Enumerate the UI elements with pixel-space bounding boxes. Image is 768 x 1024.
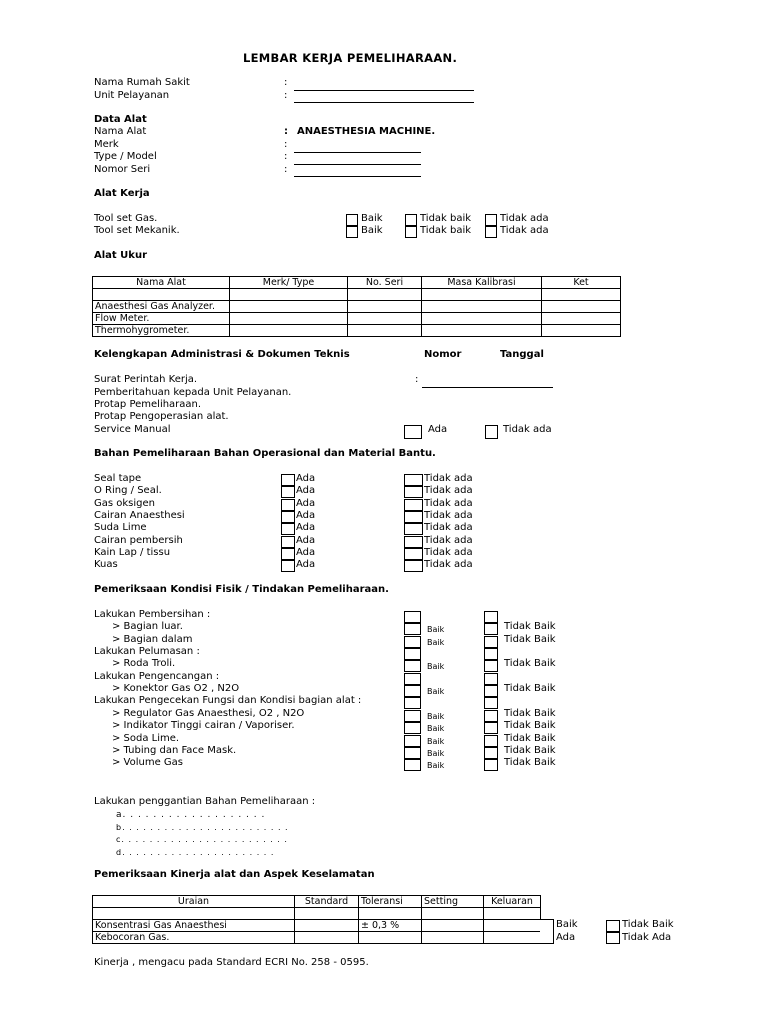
column-header: Nama Alat bbox=[93, 277, 230, 289]
kinerja-heading: Pemeriksaan Kinerja alat dan Aspek Keselamatan bbox=[94, 869, 375, 880]
checkbox-ada[interactable] bbox=[281, 523, 295, 535]
option-label: Tidak ada bbox=[500, 225, 549, 236]
checkbox-tidak-ada[interactable] bbox=[606, 932, 620, 944]
admin-item: Protap Pengoperasian alat. bbox=[94, 411, 229, 422]
fisik-line: Lakukan Pengecekan Fungsi dan Kondisi bagian alat : bbox=[94, 695, 362, 706]
table-row bbox=[93, 313, 621, 325]
merk-field[interactable] bbox=[294, 152, 421, 153]
penggantian-item: a. . . . . . . . . . . . . . . . . . . bbox=[116, 810, 266, 820]
checkbox-tidak-ada[interactable] bbox=[404, 486, 423, 498]
checkbox-tidak-ada[interactable] bbox=[404, 499, 423, 511]
fisik-heading: Pemeriksaan Kondisi Fisik / Tindakan Pemeliharaan. bbox=[94, 584, 389, 595]
admin-item: Surat Perintah Kerja. bbox=[94, 374, 198, 385]
option-label: Tidak Baik bbox=[504, 745, 556, 756]
option-label: Baik bbox=[556, 919, 578, 930]
option-label: Ada bbox=[556, 932, 576, 943]
colon: : bbox=[284, 77, 288, 88]
admin-item: Protap Pemeliharaan. bbox=[94, 399, 202, 410]
fisik-line: > Indikator Tinggi cairan / Vaporiser. bbox=[112, 720, 295, 731]
checkbox-tidak-baik[interactable] bbox=[484, 685, 498, 697]
hospital-field[interactable] bbox=[294, 90, 474, 91]
tool-label: Tool set Mekanik. bbox=[94, 225, 180, 236]
serial-field[interactable] bbox=[294, 176, 421, 177]
kinerja-footer: Kinerja , mengacu pada Standard ECRI No. 258 - 0595. bbox=[94, 957, 369, 968]
option-label: Tidak Baik bbox=[504, 621, 556, 632]
table-row bbox=[93, 932, 541, 944]
table-cell bbox=[359, 932, 422, 944]
checkbox-tidak-baik[interactable] bbox=[484, 623, 498, 635]
checkbox-ada[interactable] bbox=[281, 511, 295, 523]
checkbox-baik[interactable] bbox=[404, 759, 421, 771]
table-cell: Thermohygrometer. bbox=[93, 325, 230, 337]
option-label: Tidak Baik bbox=[504, 683, 556, 694]
bahan-item: Suda Lime bbox=[94, 522, 147, 533]
option-label: Tidak Baik bbox=[504, 733, 556, 744]
option-label: Baik bbox=[427, 638, 445, 647]
checkbox-tidak-baik[interactable] bbox=[484, 673, 498, 685]
bahan-item: Seal tape bbox=[94, 473, 142, 484]
checkbox-tidak-ada[interactable] bbox=[485, 425, 498, 439]
checkbox-baik[interactable] bbox=[346, 226, 358, 238]
option-label: Ada bbox=[296, 473, 316, 484]
checkbox-tidak-ada[interactable] bbox=[404, 548, 423, 560]
fisik-line: Lakukan Pelumasan : bbox=[94, 646, 200, 657]
checkbox-tidak-baik[interactable] bbox=[405, 214, 417, 226]
option-label: Baik bbox=[427, 761, 445, 770]
checkbox-tidak-baik[interactable] bbox=[484, 710, 498, 722]
option-label: Tidak Baik bbox=[504, 720, 556, 731]
bahan-item: O Ring / Seal. bbox=[94, 485, 162, 496]
checkbox-baik[interactable] bbox=[404, 623, 421, 635]
penggantian-item: d. . . . . . . . . . . . . . . . . . . . . . bbox=[116, 848, 275, 857]
checkbox-tidak-baik[interactable] bbox=[484, 747, 498, 759]
device-name: ANAESTHESIA MACHINE. bbox=[297, 126, 436, 137]
option-label: Ada bbox=[428, 424, 448, 435]
option-label: Tidak ada bbox=[424, 522, 473, 533]
column-header: Standard bbox=[295, 896, 359, 908]
checkbox-tidak-baik[interactable] bbox=[484, 660, 498, 672]
checkbox-baik[interactable] bbox=[404, 611, 421, 623]
fisik-line: > Volume Gas bbox=[112, 757, 184, 768]
column-header: Setting bbox=[422, 896, 484, 908]
option-label: Tidak ada bbox=[424, 559, 473, 570]
checkbox-tidak-ada[interactable] bbox=[404, 523, 423, 535]
column-header: Toleransi bbox=[359, 896, 422, 908]
checkbox-ada[interactable] bbox=[281, 536, 295, 548]
checkbox-baik[interactable] bbox=[404, 747, 421, 759]
fisik-line: > Bagian luar. bbox=[112, 621, 183, 632]
nomor-heading: Nomor bbox=[424, 349, 462, 360]
kinerja-table bbox=[92, 895, 541, 944]
table-header-row bbox=[93, 277, 621, 289]
alat-ukur-table bbox=[92, 276, 621, 337]
option-label: Tidak Baik bbox=[622, 919, 674, 930]
type-label: Type / Model bbox=[94, 151, 157, 162]
fisik-line: Lakukan Pengencangan : bbox=[94, 671, 220, 682]
option-label: Baik bbox=[427, 724, 445, 733]
checkbox-tidak-baik[interactable] bbox=[484, 611, 498, 623]
option-label: Tidak Baik bbox=[504, 708, 556, 719]
alat-kerja-heading: Alat Kerja bbox=[94, 188, 150, 199]
option-label: Baik bbox=[427, 687, 445, 696]
table-cell: Anaesthesi Gas Analyzer. bbox=[93, 301, 230, 313]
colon: : bbox=[284, 139, 288, 150]
checkbox-tidak-baik[interactable] bbox=[484, 648, 498, 660]
option-label: Ada bbox=[296, 559, 316, 570]
option-label: Baik bbox=[427, 662, 445, 671]
penggantian-item: b. . . . . . . . . . . . . . . . . . . . . . . . bbox=[116, 823, 289, 832]
column-header: Masa Kalibrasi bbox=[422, 277, 542, 289]
option-label: Tidak ada bbox=[424, 473, 473, 484]
option-label: Baik bbox=[361, 213, 383, 224]
table-row bbox=[93, 325, 621, 337]
option-label: Baik bbox=[427, 737, 445, 746]
option-label: Ada bbox=[296, 510, 316, 521]
table-cell: Konsentrasi Gas Anaesthesi bbox=[93, 920, 295, 932]
column-header: Ket bbox=[542, 277, 621, 289]
option-label: Ada bbox=[296, 522, 316, 533]
checkbox-tidak-ada[interactable] bbox=[404, 536, 423, 548]
checkbox-baik[interactable] bbox=[404, 722, 421, 734]
checkbox-tidak-ada[interactable] bbox=[404, 511, 423, 523]
checkbox-tidak-ada[interactable] bbox=[485, 214, 497, 226]
option-label: Ada bbox=[296, 498, 316, 509]
unit-label: Unit Pelayanan bbox=[94, 90, 170, 101]
penggantian-item: c. . . . . . . . . . . . . . . . . . . . . . . . bbox=[116, 835, 288, 844]
checkbox-baik[interactable] bbox=[404, 648, 421, 660]
option-label: Tidak Baik bbox=[504, 658, 556, 669]
name-label: Nama Alat bbox=[94, 126, 147, 137]
option-label: Tidak Baik bbox=[504, 757, 556, 768]
checkbox-tidak-baik[interactable] bbox=[484, 722, 498, 734]
option-label: Tidak baik bbox=[420, 225, 472, 236]
checkbox-tidak-ada[interactable] bbox=[404, 560, 423, 572]
option-label: Ada bbox=[296, 485, 316, 496]
fisik-line: > Konektor Gas O2 , N2O bbox=[112, 683, 240, 694]
colon: : bbox=[415, 374, 419, 385]
fisik-line: > Regulator Gas Anaesthesi, O2 , N2O bbox=[112, 708, 305, 719]
table-row bbox=[93, 301, 621, 313]
column-header: No. Seri bbox=[348, 277, 422, 289]
checkbox-tidak-ada[interactable] bbox=[485, 226, 497, 238]
colon: : bbox=[284, 126, 288, 137]
table-cell: Flow Meter. bbox=[93, 313, 230, 325]
column-header: Keluaran bbox=[484, 896, 541, 908]
table-row bbox=[93, 920, 541, 932]
checkbox-tidak-baik[interactable] bbox=[484, 759, 498, 771]
fisik-line: Lakukan Pembersihan : bbox=[94, 609, 211, 620]
checkbox-ada[interactable] bbox=[281, 486, 295, 498]
administrasi-heading: Kelengkapan Administrasi & Dokumen Teknis bbox=[94, 349, 350, 360]
fisik-line: > Roda Troli. bbox=[112, 658, 176, 669]
checkbox-group[interactable] bbox=[540, 919, 554, 944]
admin-item: Pemberitahuan kepada Unit Pelayanan. bbox=[94, 387, 292, 398]
bahan-item: Kuas bbox=[94, 559, 118, 570]
checkbox-tidak-baik[interactable] bbox=[405, 226, 417, 238]
tool-label: Tool set Gas. bbox=[94, 213, 158, 224]
option-label: Ada bbox=[296, 547, 316, 558]
type-field[interactable] bbox=[294, 164, 421, 165]
checkbox-tidak-baik[interactable] bbox=[484, 636, 498, 648]
alat-ukur-heading: Alat Ukur bbox=[94, 250, 147, 261]
table-header-row bbox=[93, 896, 541, 908]
checkbox-baik[interactable] bbox=[404, 685, 421, 697]
bahan-item: Kain Lap / tissu bbox=[94, 547, 171, 558]
bahan-item: Gas oksigen bbox=[94, 498, 156, 509]
fisik-line: > Tubing dan Face Mask. bbox=[112, 745, 237, 756]
checkbox-ada[interactable] bbox=[404, 425, 422, 439]
admin-item: Service Manual bbox=[94, 424, 171, 435]
option-label: Baik bbox=[427, 625, 445, 634]
checkbox-baik[interactable] bbox=[404, 697, 421, 709]
option-label: Tidak ada bbox=[500, 213, 549, 224]
checkbox-baik[interactable] bbox=[404, 735, 421, 747]
bahan-heading: Bahan Pemeliharaan Bahan Operasional dan Material Bantu. bbox=[94, 448, 436, 459]
option-label: Tidak ada bbox=[424, 547, 473, 558]
checkbox-tidak-baik[interactable] bbox=[484, 697, 498, 709]
checkbox-baik[interactable] bbox=[404, 636, 421, 648]
fisik-line: > Bagian dalam bbox=[112, 634, 193, 645]
bahan-item: Cairan Anaesthesi bbox=[94, 510, 185, 521]
option-label: Baik bbox=[361, 225, 383, 236]
fisik-line: > Soda Lime. bbox=[112, 733, 180, 744]
option-label: Tidak baik bbox=[420, 213, 472, 224]
checkbox-ada[interactable] bbox=[281, 560, 295, 572]
option-label: Tidak ada bbox=[424, 485, 473, 496]
option-label: Baik bbox=[427, 749, 445, 758]
table-cell: ± 0,3 % bbox=[359, 920, 422, 932]
tanggal-heading: Tanggal bbox=[500, 349, 544, 360]
hospital-label: Nama Rumah Sakit bbox=[94, 77, 190, 88]
option-label: Ada bbox=[296, 535, 316, 546]
serial-label: Nomor Seri bbox=[94, 164, 151, 175]
merk-label: Merk bbox=[94, 139, 119, 150]
table-row bbox=[93, 908, 541, 920]
table-cell: Kebocoran Gas. bbox=[93, 932, 295, 944]
column-header: Merk/ Type bbox=[230, 277, 348, 289]
colon: : bbox=[284, 151, 288, 162]
table-row bbox=[93, 289, 621, 301]
option-label: Tidak ada bbox=[424, 535, 473, 546]
colon: : bbox=[284, 90, 288, 101]
data-alat-heading: Data Alat bbox=[94, 114, 147, 125]
checkbox-ada[interactable] bbox=[281, 548, 295, 560]
penggantian-heading: Lakukan penggantian Bahan Pemeliharaan : bbox=[94, 796, 316, 807]
checkbox-ada[interactable] bbox=[281, 474, 295, 486]
option-label: Baik bbox=[427, 712, 445, 721]
nomor-field[interactable] bbox=[422, 387, 553, 388]
option-label: Tidak Ada bbox=[622, 932, 672, 943]
checkbox-ada[interactable] bbox=[281, 499, 295, 511]
checkbox-tidak-baik[interactable] bbox=[484, 735, 498, 747]
option-label: Tidak Baik bbox=[504, 634, 556, 645]
option-label: Tidak ada bbox=[503, 424, 552, 435]
colon: : bbox=[284, 164, 288, 175]
checkbox-baik[interactable] bbox=[346, 214, 358, 226]
checkbox-baik[interactable] bbox=[404, 673, 421, 685]
option-label: Tidak ada bbox=[424, 498, 473, 509]
checkbox-tidak-baik[interactable] bbox=[606, 920, 620, 932]
checkbox-tidak-ada[interactable] bbox=[404, 474, 423, 486]
column-header: Uraian bbox=[93, 896, 295, 908]
bahan-item: Cairan pembersih bbox=[94, 535, 183, 546]
page-title: LEMBAR KERJA PEMELIHARAAN. bbox=[243, 51, 458, 65]
checkbox-baik[interactable] bbox=[404, 660, 421, 672]
option-label: Tidak ada bbox=[424, 510, 473, 521]
unit-field[interactable] bbox=[294, 102, 474, 103]
checkbox-baik[interactable] bbox=[404, 710, 421, 722]
